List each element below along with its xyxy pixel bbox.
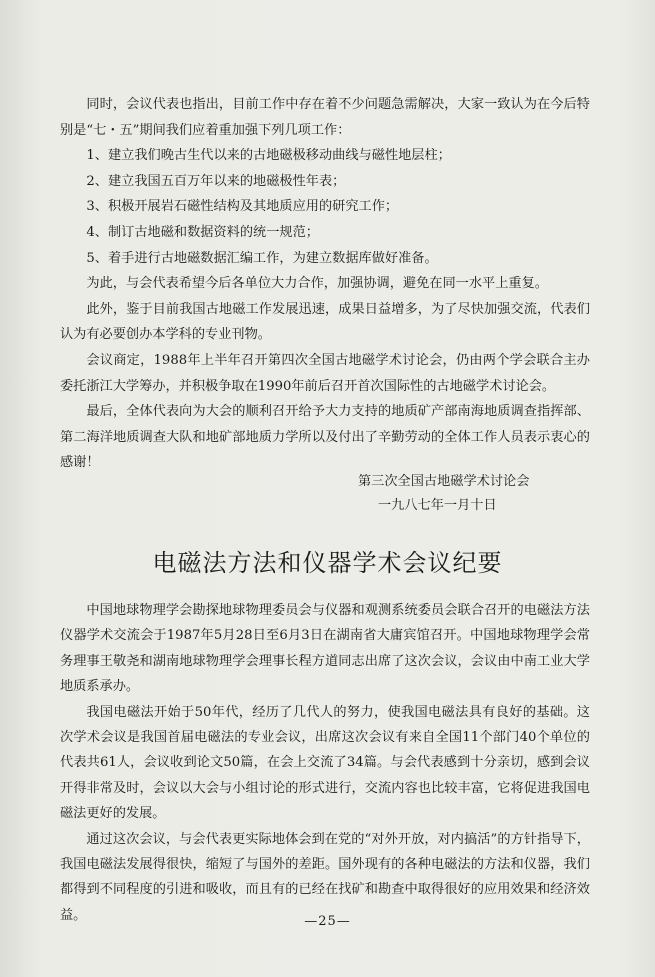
article-body <box>60 598 590 928</box>
page-number: —25— <box>304 914 351 929</box>
paragraph-history: 我国电磁法开始于50年代，经历了几代人的努力，使我国电磁法具有良好的基础。这次学术会议是我国首届电磁法的专业会议，出席这次会议有来自全国11个部门40个单位的代表共61人，会议收到论文50篇，在会上交流了34篇。与会代表感到十分亲切，感到会议开得非常及时，会议以大会与小组讨论的形式进行，交流内容也比较丰富，它将促进我国电磁法更好的发展。 <box>60 704 590 822</box>
work-item-1: 1、建立我们晚古生代以来的古地磁极移动曲线与磁性地层柱； <box>86 148 451 164</box>
paragraph-journal: 此外，鉴于目前我国古地磁工作发展迅速，成果日益增多，为了尽快加强交流，代表们认为有必要创办本学科的专业刊物。 <box>60 301 590 343</box>
paragraph-next-meeting: 会议商定，1988年上半年召开第四次全国古地磁学术讨论会，仍由两个学会联合主办委托浙江大学筹办，并积极争取在1990年前后召开首次国际性的古地磁学术讨论会。 <box>60 352 590 394</box>
paragraph-thanks: 最后，全体代表向为大会的顺利召开给予大力支持的地质矿产部南海地质调查指挥部、第二海洋地质调查大队和地矿部地质力学所以及付出了辛勤劳动的全体工作人员表示衷心的感谢！ <box>60 404 590 471</box>
paragraph-conference-info: 中国地球物理学会勘探地球物理委员会与仪器和观测系统委员会联合召开的电磁法方法仪器学术交流会于1987年5月28日至6月3日在湖南省大庸宾馆召开。中国地球物理学会常务理事王敬尧和湖南地球物理学会理事长程方道同志出席了这次会议，会议由中南工业大学地质系承办。 <box>60 603 590 695</box>
article-title: 电磁法方法和仪器学术会议纪要 <box>152 549 503 578</box>
work-item-5: 5、着手进行古地磁数据汇编工作，为建立数据库做好准备。 <box>86 250 438 266</box>
work-item-2: 2、建立我国五百万年以来的地磁极性年表； <box>86 173 346 189</box>
paragraph-problems: 同时，会议代表也指出，目前工作中存在着不少问题急需解决，大家一致认为在今后特别是“七・五”期间我们应着重加强下列几项工作： <box>60 97 590 138</box>
signature-date: 一九八七年一月十日 <box>378 498 497 513</box>
paragraph-progress: 通过这次会议，与会代表更实际地体会到在党的“对外开放，对内搞活”的方针指导下，我国电磁法发展得很快，缩短了与国外的差距。国外现有的各种电磁法的方法和仪器，我们都得到不同程度的引进和吸收，而且有的已经在找矿和勘查中取得很好的应用效果和经济效益。 <box>60 831 590 923</box>
signature-organization: 第三次全国古地磁学术讨论会 <box>358 474 530 489</box>
meeting-summary-continuation <box>60 92 590 476</box>
paragraph-cooperation: 为此，与会代表希望今后各单位大力合作，加强协调，避免在同一水平上重复。 <box>86 276 548 292</box>
work-item-3: 3、积极开展岩石磁性结构及其地质应用的研究工作； <box>86 199 399 215</box>
work-item-4: 4、制订古地磁和数据资料的统一规范； <box>86 224 319 240</box>
